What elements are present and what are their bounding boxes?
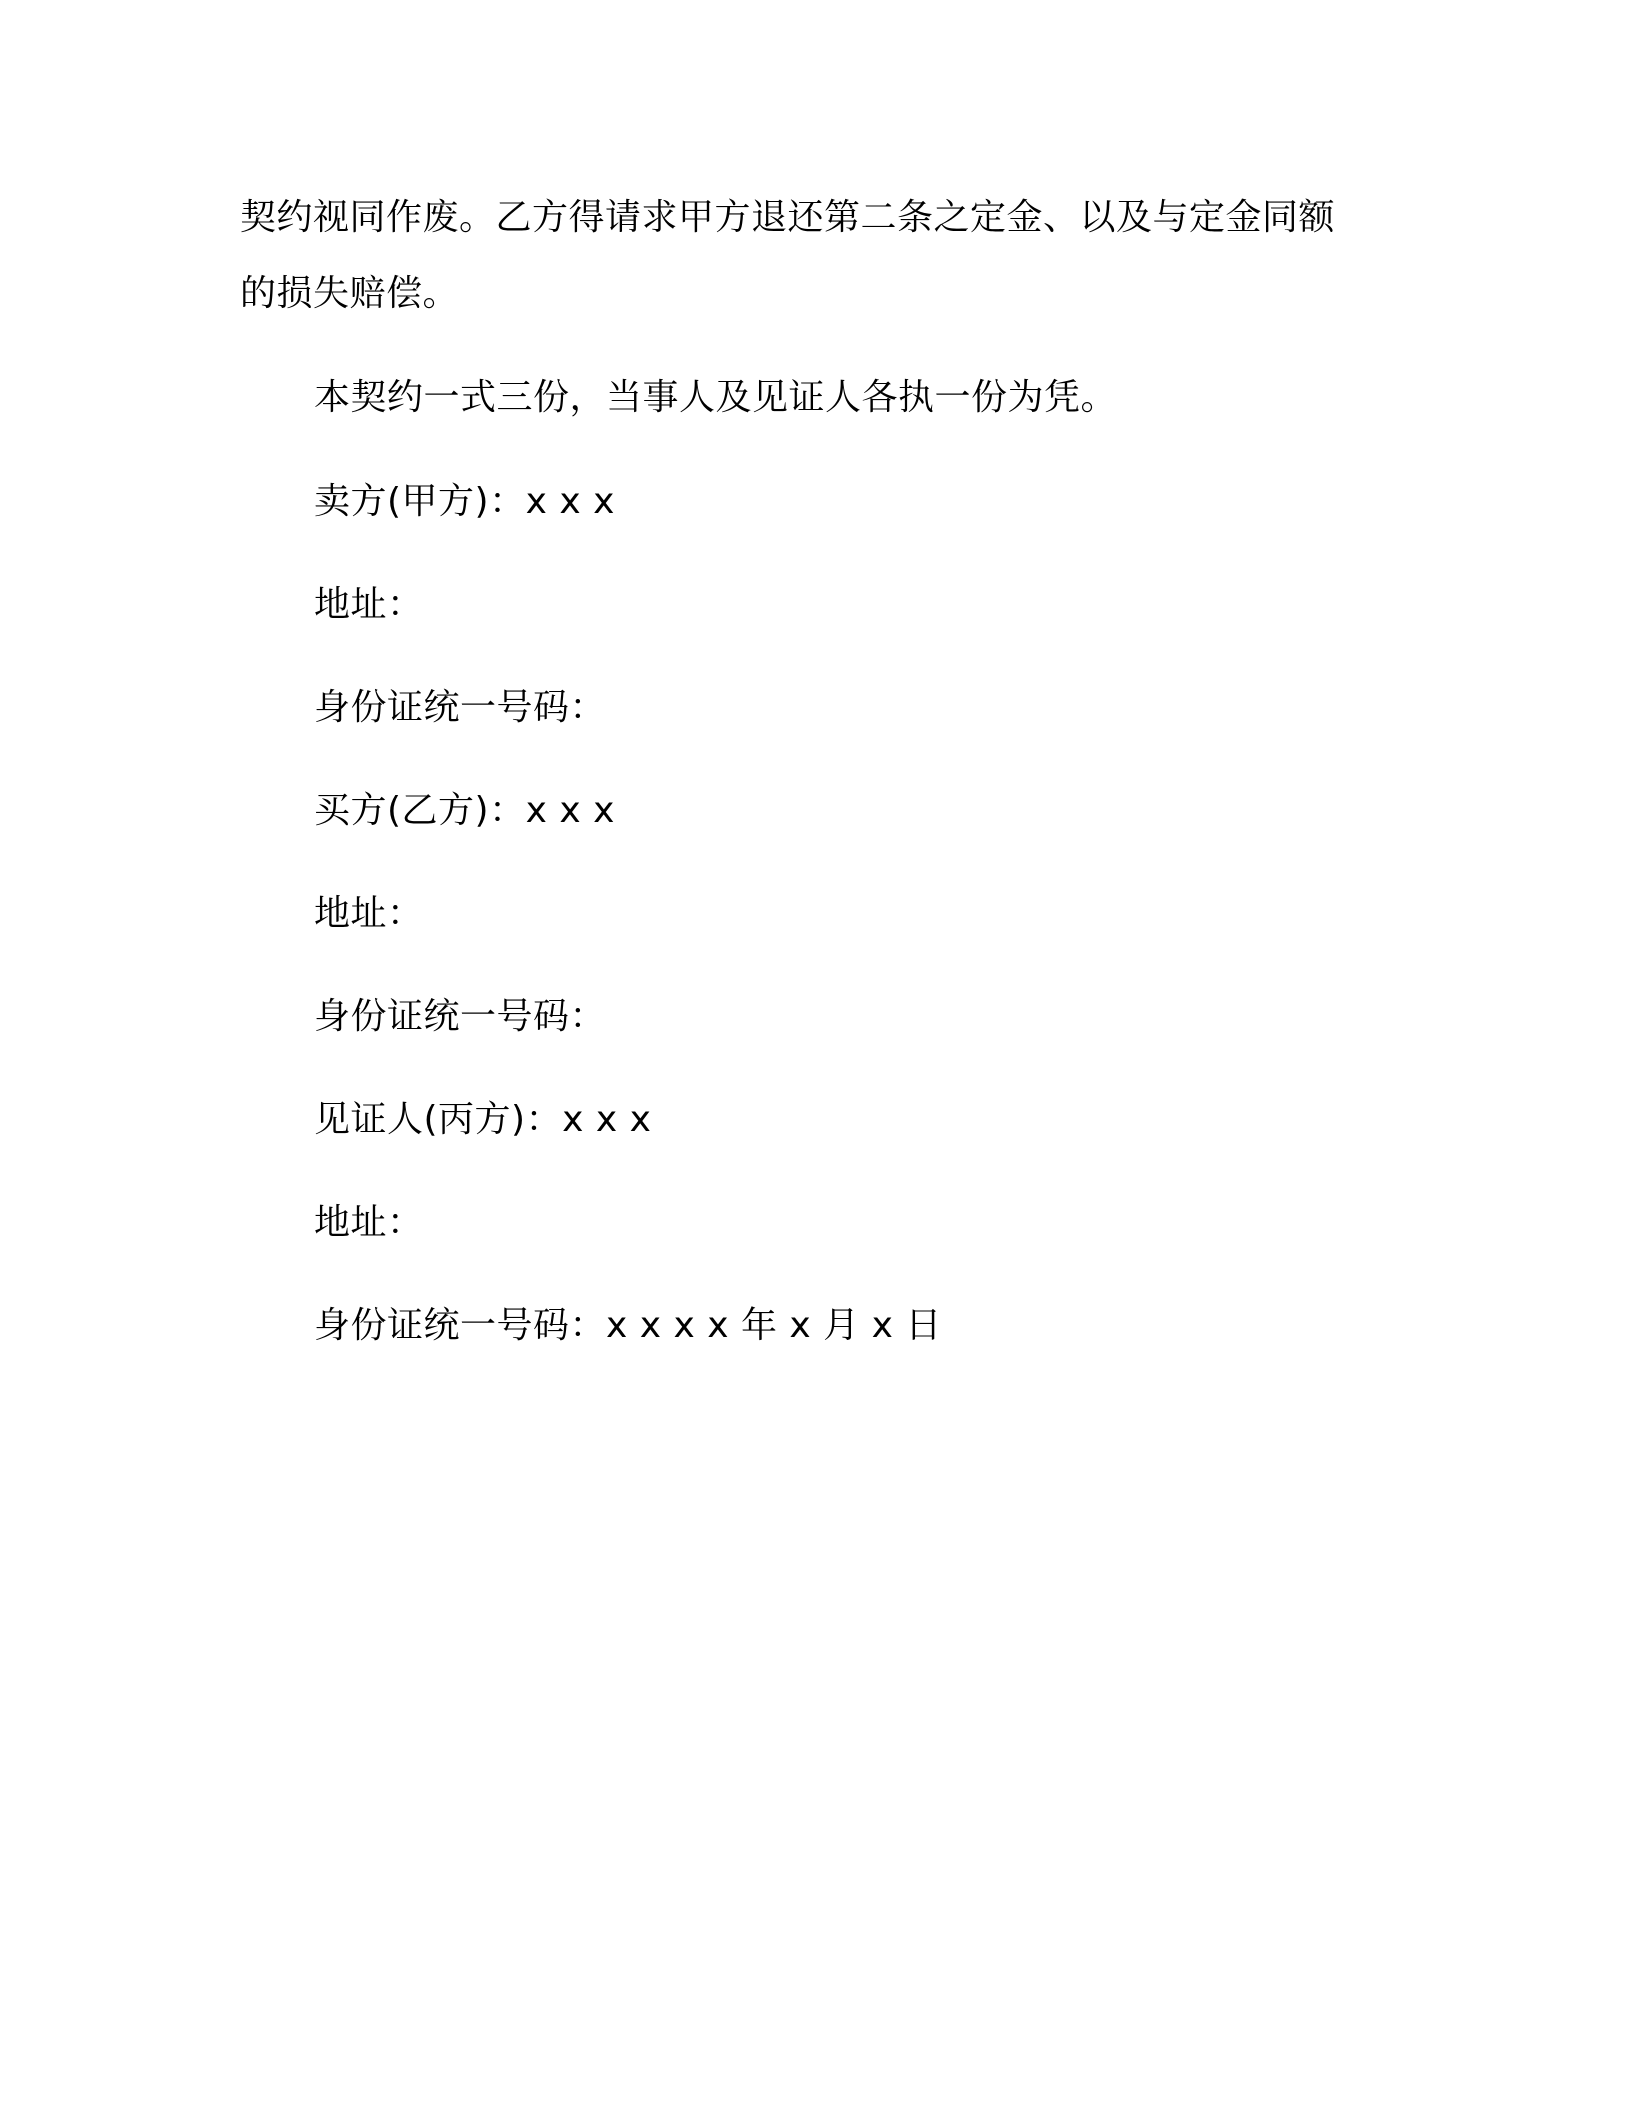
seller-id-line: 身份证统一号码： <box>314 687 607 728</box>
paragraph-line-2: 的损失赔偿。 <box>240 273 460 314</box>
buyer-id-line: 身份证统一号码： <box>314 996 607 1037</box>
buyer-name-line: 买方(乙方)：x x x <box>314 790 615 831</box>
seller-name-line: 卖方(甲方)：x x x <box>314 481 615 522</box>
witness-name-line: 见证人(丙方)：x x x <box>314 1099 652 1140</box>
witness-id-date-line: 身份证统一号码：x x x x 年 x 月 x 日 <box>314 1305 942 1346</box>
copies-clause: 本契约一式三份，当事人及见证人各执一份为凭。 <box>314 377 1118 418</box>
witness-address-line: 地址： <box>314 1202 424 1243</box>
seller-address-line: 地址： <box>314 584 424 625</box>
buyer-address-line: 地址： <box>314 893 424 934</box>
paragraph-line-1: 契约视同作废。乙方得请求甲方退还第二条之定金、以及与定金同额 <box>240 197 1336 238</box>
